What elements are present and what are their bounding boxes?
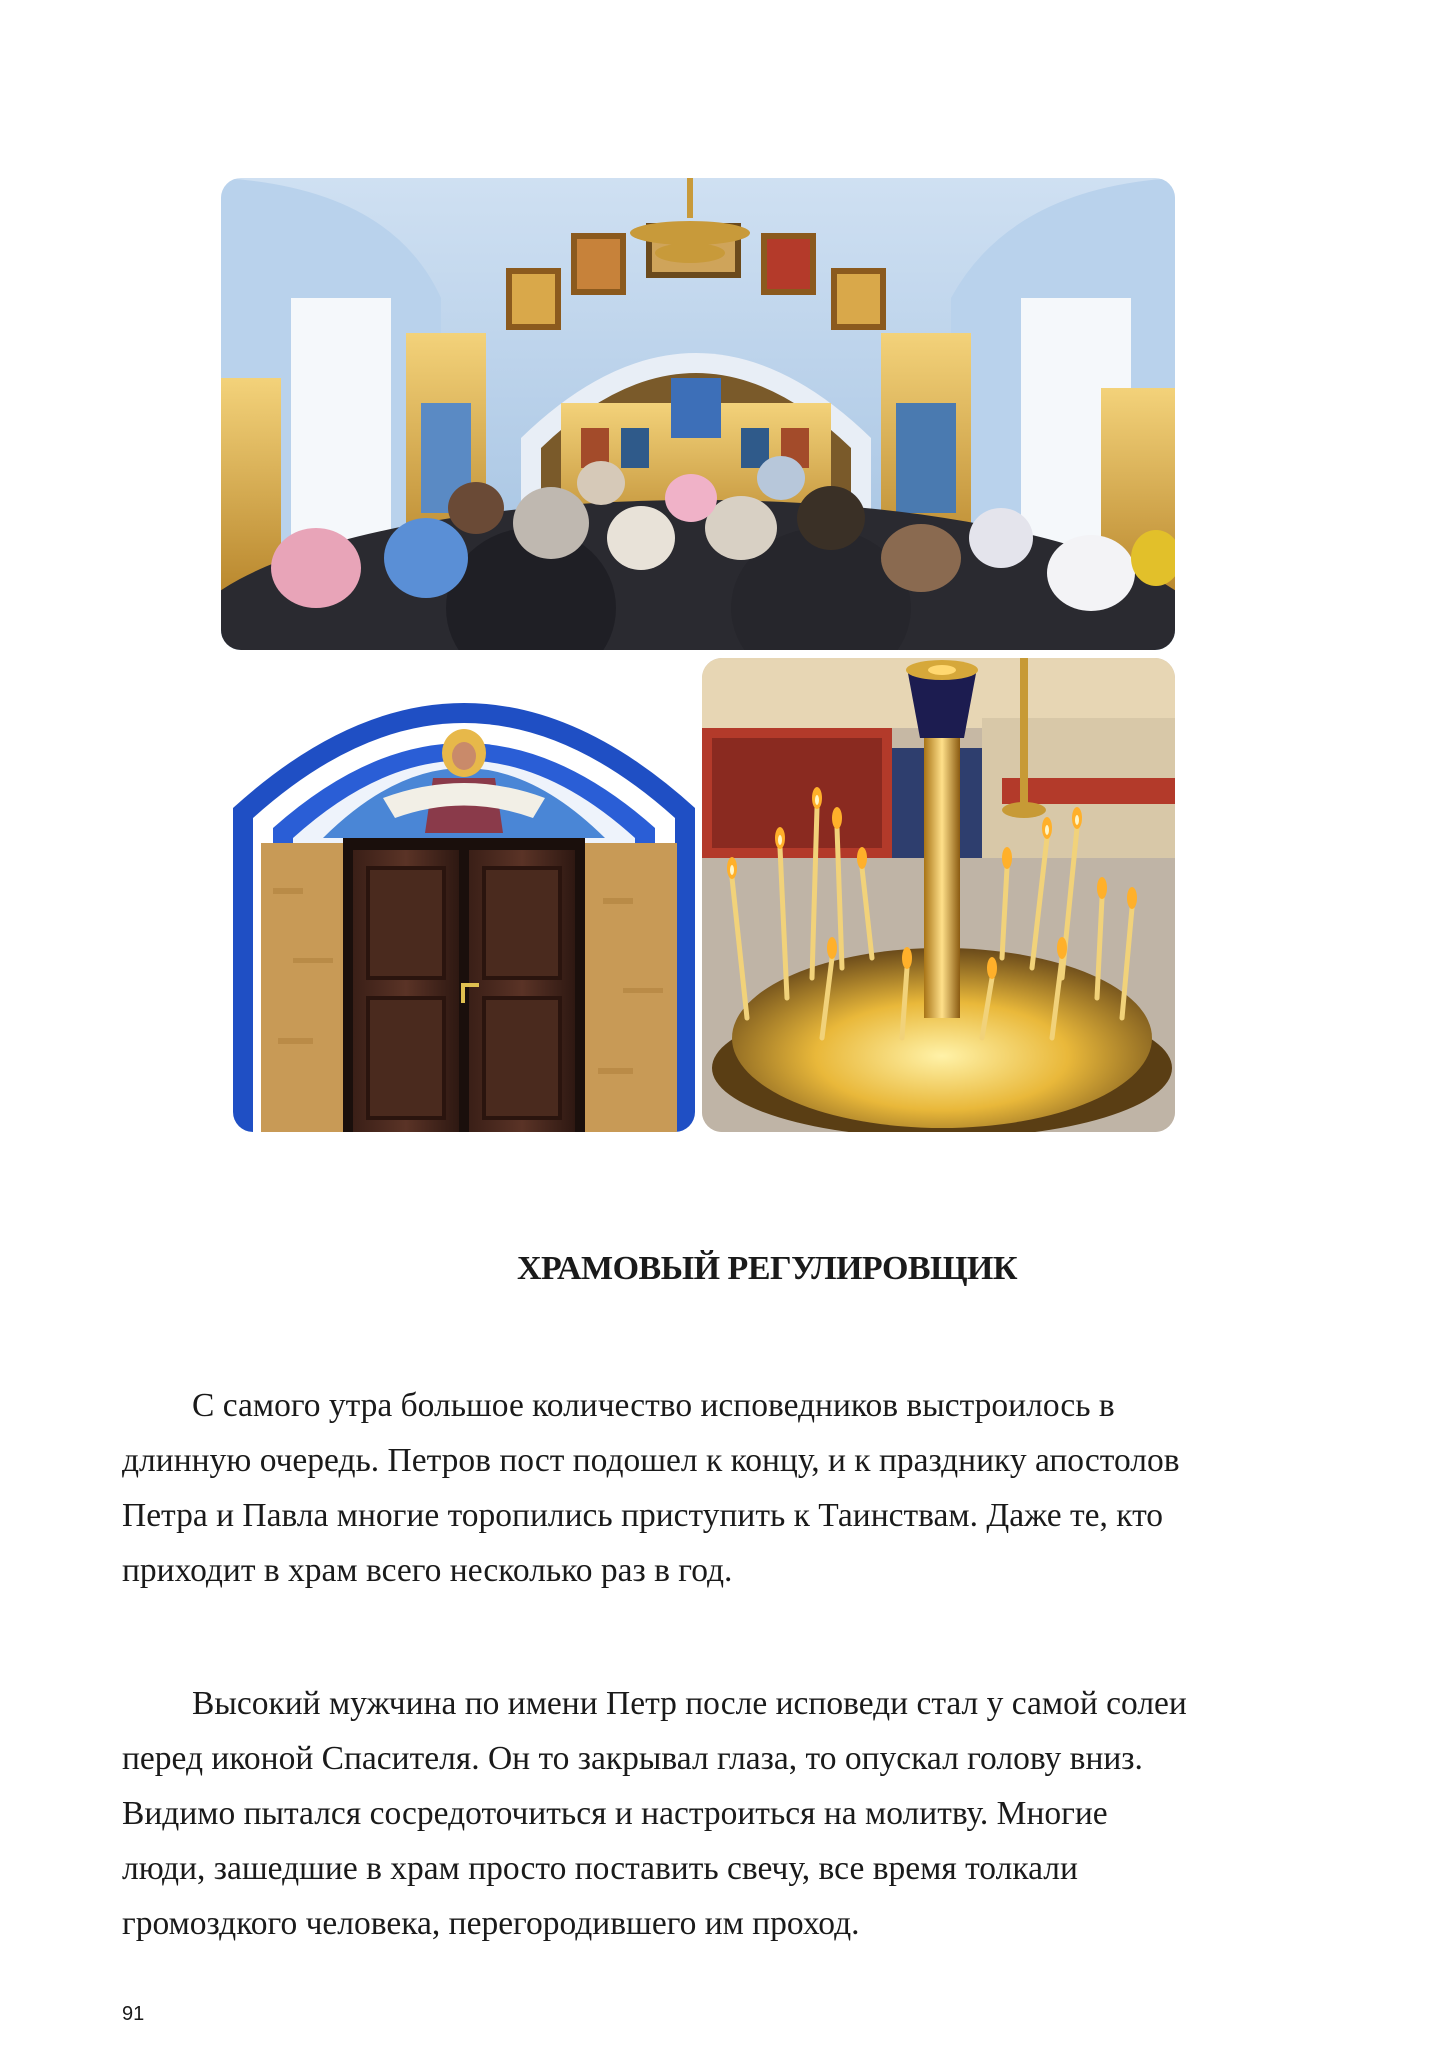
paragraph-line: Высокий мужчина по имени Петр после исповеди стал у самой солеи [192, 1685, 1187, 1722]
paragraph-line: длинную очередь. Петров пост подошел к концу, и к празднику апостолов [122, 1442, 1180, 1479]
candle-stand-photo [702, 658, 1175, 1132]
paragraph-line: приходит в храм всего несколько раз в год. [122, 1552, 733, 1589]
page-number: 91 [122, 2003, 145, 2025]
paragraph-line: громоздкого человека, перегородившего им проход. [122, 1905, 860, 1942]
paragraph-line: люди, зашедшие в храм просто поставить свечу, все время толкали [122, 1850, 1078, 1887]
paragraph-line: Видимо пытался сосредоточиться и настроиться на молитву. Многие [122, 1795, 1108, 1832]
paragraph-line: С самого утра большое количество исповедников выстроилось в [192, 1387, 1115, 1424]
article-title: ХРАМОВЫЙ РЕГУЛИРОВЩИК [516, 1250, 1018, 1287]
paragraph-2 [122, 1676, 1352, 1951]
paragraph-line: Петра и Павла многие торопились приступить к Таинствам. Даже те, кто [122, 1497, 1164, 1534]
church-door-illustration [233, 658, 695, 1132]
paragraph-line: перед иконой Спасителя. Он то закрывал глаза, то опускал голову вниз. [122, 1740, 1143, 1777]
church-interior-illustration [221, 178, 1175, 650]
church-interior-photo [221, 178, 1175, 650]
candle-stand-illustration [702, 658, 1175, 1132]
church-door-photo [233, 658, 695, 1132]
paragraph-1 [122, 1378, 1352, 1598]
